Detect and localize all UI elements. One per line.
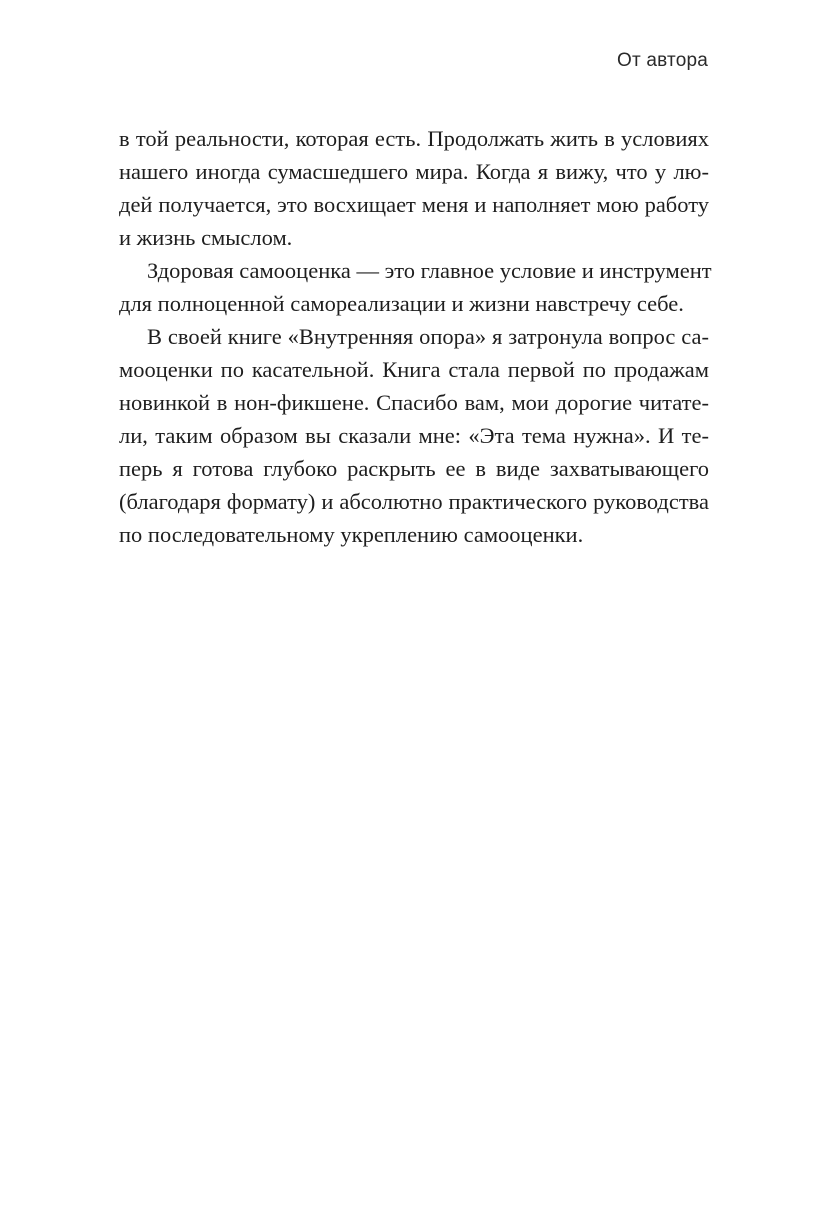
- text-line: (благодаря формату) и абсолютно практического руководства: [119, 489, 709, 514]
- text-line: в той реальности, которая есть. Продолжать жить в условиях: [119, 126, 709, 151]
- text-line: для полноценной самореализации и жизни навстречу себе.: [119, 291, 684, 316]
- text-line: и жизнь смыслом.: [119, 225, 293, 250]
- body-text: [119, 122, 712, 551]
- text-line: нашего иногда сумасшедшего мира. Когда я вижу, что у лю-: [119, 159, 709, 184]
- running-header: От автора: [617, 50, 708, 71]
- text-line: по последовательному укреплению самооценки.: [119, 522, 584, 547]
- text-line: дей получается, это восхищает меня и наполняет мою работу: [119, 192, 709, 217]
- text-line: мооценки по касательной. Книга стала первой по продажам: [119, 357, 709, 382]
- text-line: Здоровая самооценка — это главное условие и инструмент: [147, 258, 712, 283]
- text-line: ли, таким образом вы сказали мне: «Эта тема нужна». И те-: [119, 423, 709, 448]
- text-line: перь я готова глубоко раскрыть ее в виде захватывающего: [119, 456, 709, 481]
- text-line: В своей книге «Внутренняя опора» я затронула вопрос са-: [147, 324, 709, 349]
- text-line: новинкой в нон-фикшене. Спасибо вам, мои дорогие читате-: [119, 390, 709, 415]
